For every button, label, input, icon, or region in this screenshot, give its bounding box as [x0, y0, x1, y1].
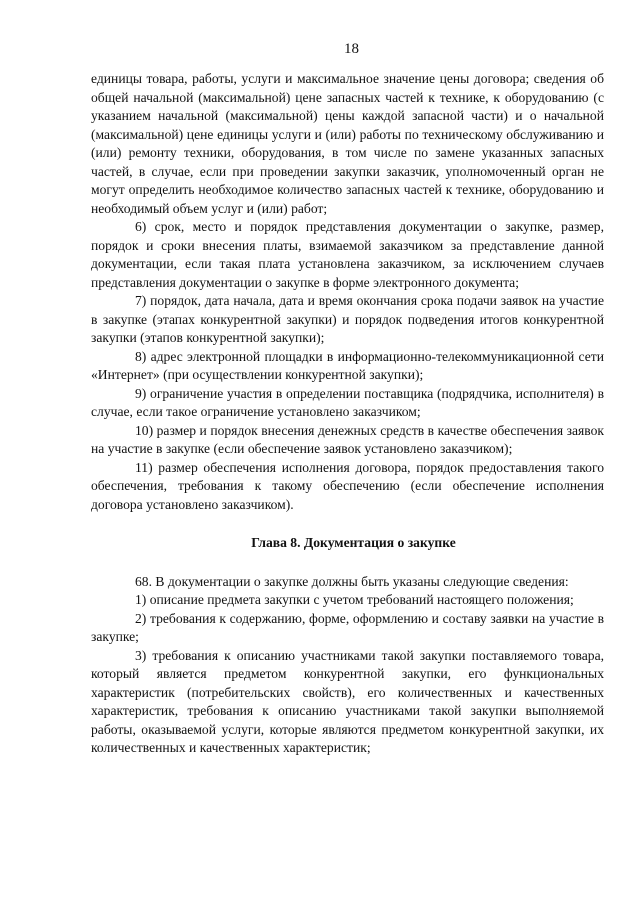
paragraph-68-item-2: 2) требования к содержанию, форме, оформлению и составу заявки на участие в закупке; — [91, 610, 604, 644]
paragraph-68: 68. В документации о закупке должны быть указаны следующие сведения: — [135, 573, 569, 589]
paragraph-item-11: 11) размер обеспечения исполнения договора, порядок предоставления такого обеспечения, требования к такому обеспечению (если обеспечение исполнения договора установлено заказчиком). — [91, 459, 604, 512]
paragraph-68-item-3: 3) требования к описанию участниками такой закупки поставляемого товара, который является предметом конкурентной закупки, его функциональных характеристик (потребительских свойств), его количественных и качественных характеристик, требования к описанию участниками такой закупки выполняемой работы, оказываемой услуги, которые являются предметом конкурентной закупки, их количественных и качественных характеристик; — [91, 647, 604, 755]
chapter-heading: Глава 8. Документация о закупке — [251, 535, 456, 550]
paragraph-continuation: единицы товара, работы, услуги и максимальное значение цены договора; сведения об общей начальной (максимальной) цене запасных частей к технике, к оборудованию (с указанием начальной (максимальной) цены каждой запасной части) и о начальной (максимальной) цене единицы услуги и (или) работы по техническому обслуживанию и (или) ремонту техники, оборудования, в том числе по замене указанных запасных частей, в случае, если при проведении закупки заказчик, уполномоченный орган не могут определить необходимое количество запасных частей к технике, оборудованию и необходимый объем услуг и (или) работ; — [91, 71, 604, 216]
paragraph-item-8: 8) адрес электронной площадки в информационно-телекоммуникационной сети «Интернет» (при осуществлении конкурентной закупки); — [91, 348, 604, 382]
top-text-block — [91, 70, 604, 514]
paragraph-item-9: 9) ограничение участия в определении поставщика (подрядчика, исполнителя) в случае, если такое ограничение установлено заказчиком; — [91, 385, 604, 419]
paragraph-item-10: 10) размер и порядок внесения денежных средств в качестве обеспечения заявок на участие в закупке (если обеспечение заявок установлено заказчиком); — [91, 422, 604, 456]
bottom-text-block — [91, 573, 604, 758]
page-number: 18 — [344, 41, 359, 57]
paragraph-68-item-1: 1) описание предмета закупки с учетом требований настоящего положения; — [135, 592, 574, 607]
paragraph-item-7: 7) порядок, дата начала, дата и время окончания срока подачи заявок на участие в закупке (этапах конкурентной закупки) и порядок подведения итогов конкурентной закупки (этапов конкурентной закупки); — [91, 293, 604, 345]
paragraph-item-6: 6) срок, место и порядок представления документации о закупке, размер, порядок и сроки внесения платы, взимаемой заказчиком за представление данной документации, если такая плата установлена заказчиком, за исключением случаев представления документации о закупке в форме электронного документа; — [91, 219, 604, 290]
